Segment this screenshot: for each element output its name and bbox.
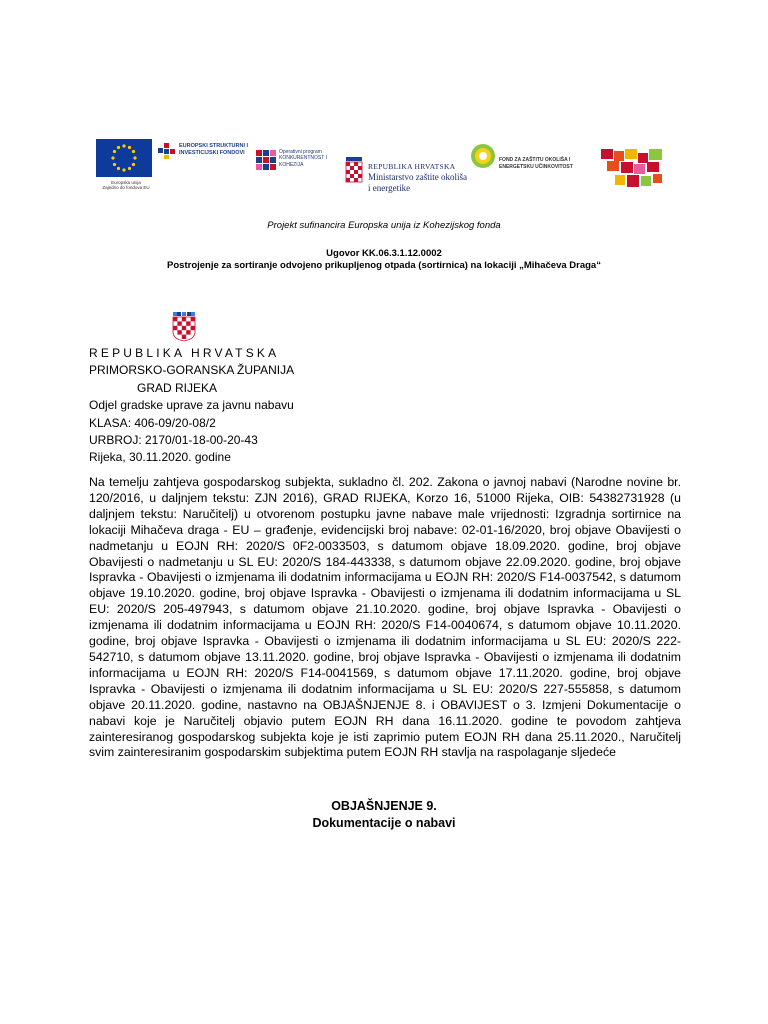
environmental-fund-icon [470, 143, 496, 169]
department-name: Odjel gradske uprave za javnu nabavu [89, 398, 294, 413]
croatian-coat-of-arms-icon [344, 157, 364, 187]
op-programme-text: Operativni program KONKURENTNOST I KOHEZIJA [279, 149, 327, 168]
body-paragraph: Na temelju zahtjeva gospodarskog subjekta, sukladno čl. 202. Zakona o javnoj nabavi (Narodne novine br. 120/2016, u daljnjem tekstu: ZJN 2016), GRAD RIJEKA, Korzo 16, 51000 Rijeka, OIB: 54382731928 (u daljnjem tekstu: Naručitelj) u otvorenom postupku javne nabave male vrijednosti: Izgradnja sortirnice na lokaciji Mihačeva draga - EU – građenje, evidencijski broj nabave: 02-01-16/2020, broj objave Obavijesti o nadmetanju u EOJN RH: 2020/S 0F2-0033503, s datumom objave 18.09.2020. godine, broj objave Obavijesti o nadmetanju u SL EU: 2020/S 184-443338, s datumom objave 22.09.2020. godine, broj objave Ispravka - Obavijesti o izmjenama ili dodatnim informacijama u EOJN RH: 2020/S F14-0037542, s datumom objave 19.10.2020. godine, broj objave Ispravka - Obavijesti o izmjenama ili dodatnim informacijama u SL EU: 2020/S 205-497943, s datumom objave 21.10.2020. godine, broj objave Ispravka - Obavijesti o izmjenama ili dodatnim informacijama u EOJN RH: 2020/S F14-0040674, s datumom objave 10.11.2020. godine, broj objave Ispravka - Obavijesti o izmjenama ili dodatnim informacijama u SL EU: 2020/S 222-542710, s datumom objave 13.11.2020. godine, broj objave Ispravka - Obavijesti o izmjenama ili dodatnim informacijama u EOJN RH: 2020/S F14-0041569, s datumom objave 17.11.2020. godine, broj objave Ispravka - Obavijesti o izmjenama ili dodatnim informacijama u SL EU: 2020/S 227-555858, s datumom objave 20.11.2020. godine, nastavno na OBJAŠNJENJE 8. i OBAVIJEST o 3. Izmjeni Dokumentacije o nabavi koje je Naručitelj objavio putem EOJN RH dana 16.11.2020. godine te povodom zahtjeva zainteresiranog gospodarskog subjekta koje je isti zaprimio putem EOJN RH dana 25.11.2020., Naručitelj svim zainteresiranim gospodarskim subjektima putem EOJN RH stavlja na raspolaganje sljedeće [89, 475, 681, 760]
eu-flag-icon [96, 139, 152, 177]
country-name: REPUBLIKA HRVATSKA [89, 346, 280, 360]
ministry-country: REPUBLIKA HRVATSKA [368, 162, 456, 171]
coat-of-arms-icon [172, 312, 196, 342]
ministry-name: Ministarstvo zaštite okoliša i energetike [368, 172, 467, 193]
mosaic-logo-icon [601, 149, 663, 189]
ministry-text [368, 161, 468, 194]
contract-number: Ugovor KK.06.3.1.12.0002 [326, 248, 442, 259]
sender-block [89, 345, 449, 467]
op-programme-icon [256, 150, 276, 170]
urbroj-reference: URBROJ: 2170/01-18-00-20-43 [89, 433, 258, 448]
funding-logo-strip [0, 125, 768, 195]
clarification-title: OBJAŠNJENJE 9. [331, 799, 437, 813]
city-name: GRAD RIJEKA [137, 380, 218, 395]
esi-funds-icon [158, 142, 176, 160]
project-cofinancing-line: Projekt sufinancira Europska unija iz Kohezijskog fonda [267, 220, 501, 231]
facility-title: Postrojenje za sortiranje odvojeno prikupljenog otpada (sortirnica) na lokaciji „Mihačeva Draga“ [167, 260, 601, 271]
eu-caption: Europska unija Zajedno do fondova EU [102, 180, 150, 190]
esi-funds-text: EUROPSKI STRUKTURNI I INVESTICIJSKI FONDOVI [179, 143, 249, 156]
klasa-reference: KLASA: 406-09/20-08/2 [89, 415, 216, 430]
clarification-subtitle: Dokumentacije o nabavi [312, 816, 456, 830]
environmental-fund-text: FOND ZA ZAŠTITU OKOLIŠA I ENERGETSKU UČINKOVITOST [499, 157, 573, 170]
county-name: PRIMORSKO-GORANSKA ŽUPANIJA [89, 363, 295, 378]
place-and-date: Rijeka, 30.11.2020. godine [89, 450, 231, 465]
